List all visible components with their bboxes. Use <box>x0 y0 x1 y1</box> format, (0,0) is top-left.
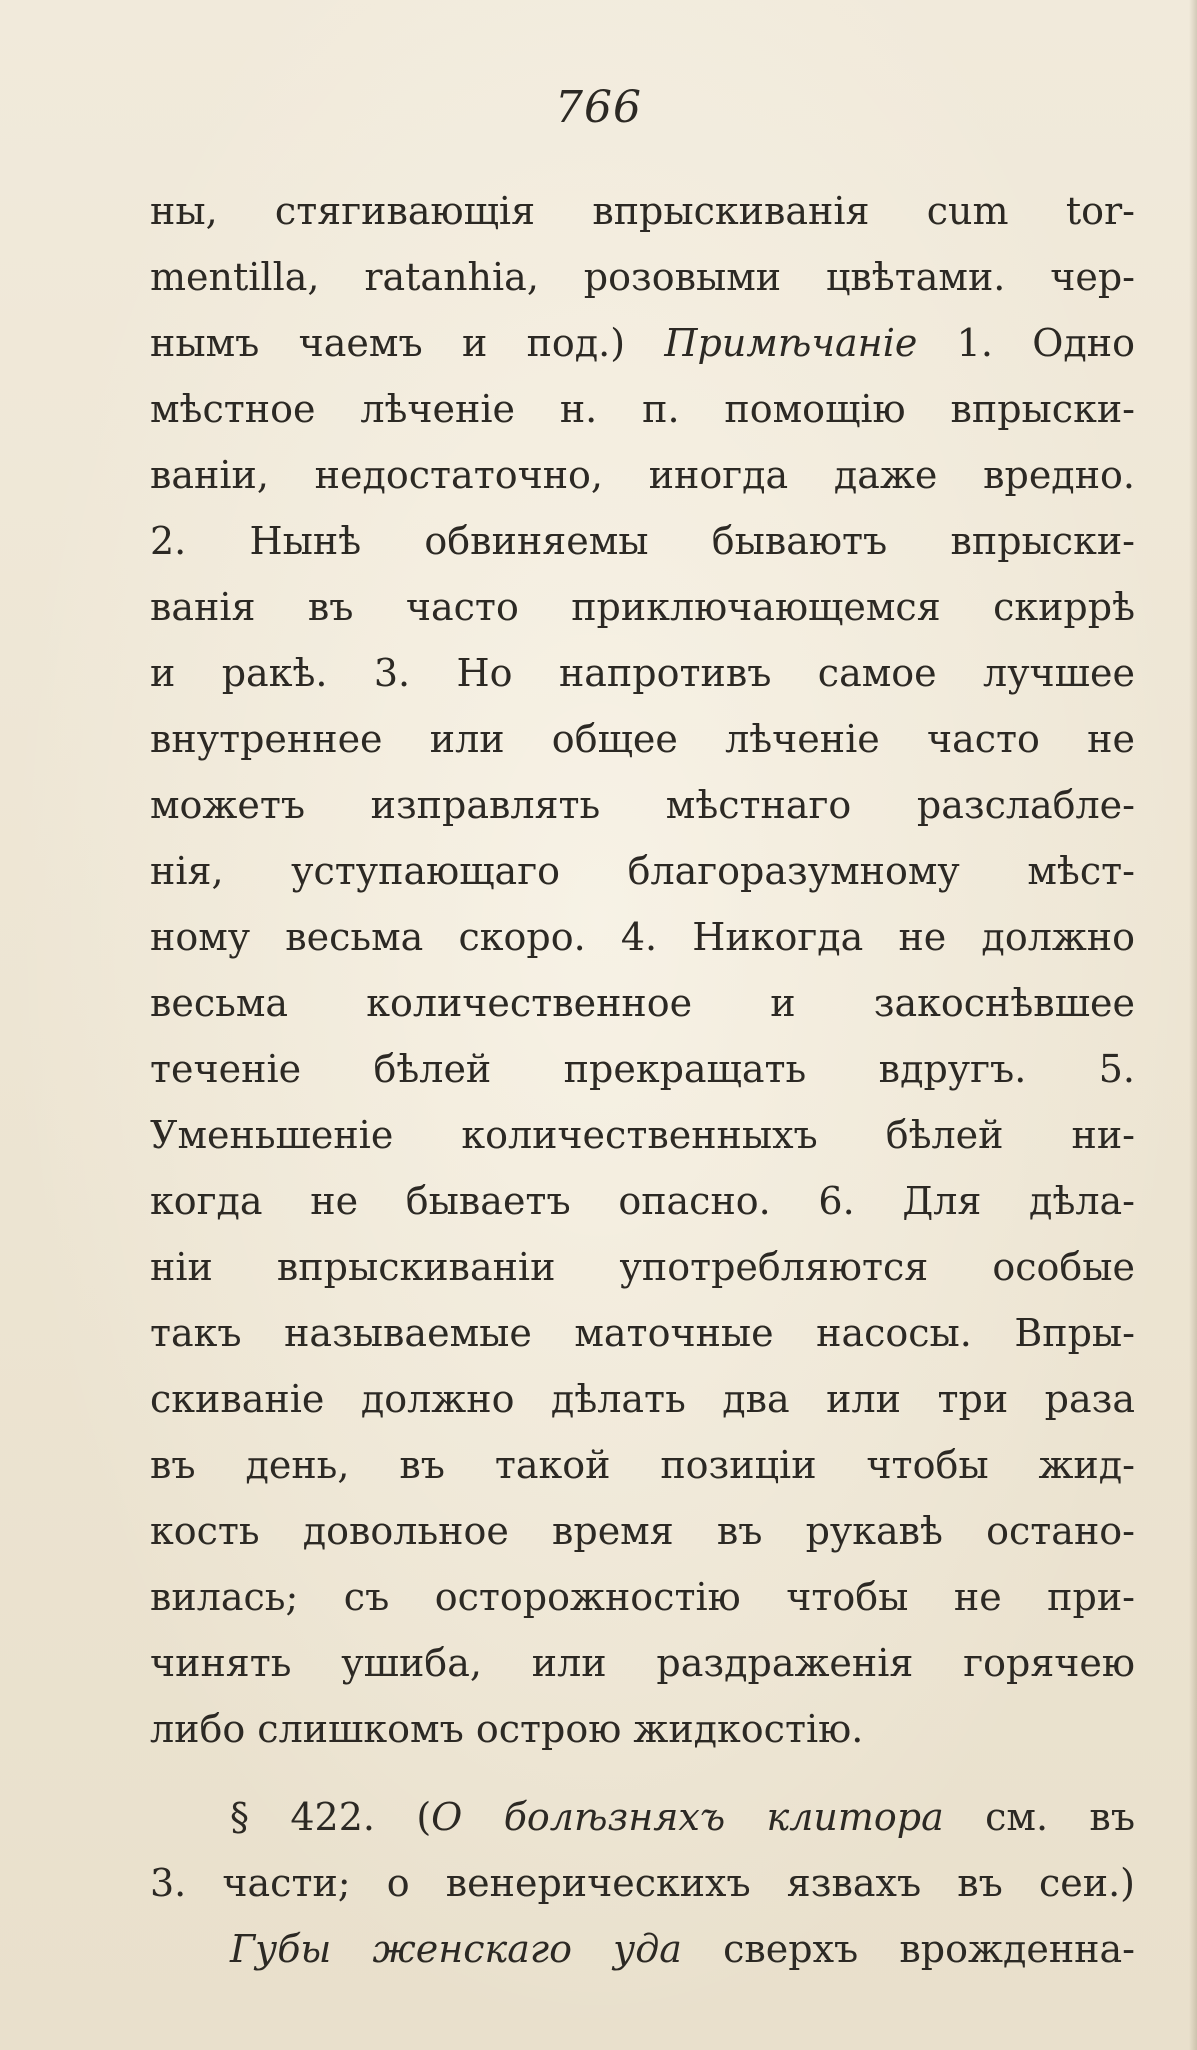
text-line-24: либо слишкомъ острою жидкостію. <box>150 1707 864 1751</box>
text-line-7: ванія въ часто приключающемся скиррѣ <box>150 585 1135 629</box>
text-line-17: ніи впрыскиваніи употребляются особые <box>150 1245 1135 1289</box>
text-line-14: теченіе бѣлей прекращать вдругъ. 5. <box>150 1047 1135 1091</box>
section-reference: см. въ <box>943 1795 1135 1839</box>
section-heading-line <box>150 1784 1135 1850</box>
text-line-3-end: 1. Одно <box>917 321 1135 365</box>
text-line-12: ному весьма скоро. 4. Никогда не должно <box>150 915 1135 959</box>
page-edge-shadow <box>1189 0 1197 2050</box>
note-label: Примѣчаніе <box>664 321 918 365</box>
body-text <box>150 178 1135 1982</box>
section-number: § 422. ( <box>230 1795 432 1839</box>
section-topic: О болѣзняхъ клитора <box>431 1795 944 1839</box>
text-line-11: нія, уступающаго благоразумному мѣст- <box>150 849 1135 893</box>
text-line-13: весьма количественное и закоснѣвшее <box>150 981 1135 1025</box>
text-line-5: ваніи, недостаточно, иногда даже вредно. <box>150 453 1135 497</box>
text-line-6: 2. Нынѣ обвиняемы бываютъ впрыски- <box>150 519 1135 563</box>
text-line-8: и ракѣ. 3. Но напротивъ самое лучшее <box>150 651 1135 695</box>
text-line-10: можетъ изправлять мѣстнаго разслабле- <box>150 783 1135 827</box>
text-line-19: скиваніе должно дѣлать два или три раза <box>150 1377 1135 1421</box>
section-line-3 <box>150 1916 1135 1982</box>
paragraph-gap <box>150 1762 1135 1784</box>
text-line-23: чинять ушиба, или раздраженія горячею <box>150 1641 1135 1685</box>
page-number: 766 <box>555 82 642 133</box>
text-line-16: когда не бываетъ опасно. 6. Для дѣла- <box>150 1179 1135 1223</box>
text-line-20: въ день, въ такой позиціи чтобы жид- <box>150 1443 1135 1487</box>
text-line-15: Уменьшеніе количественныхъ бѣлей ни- <box>150 1113 1135 1157</box>
text-line-2: mentilla, ratanhia, розовыми цвѣтами. чер- <box>150 255 1135 299</box>
text-line-18: такъ называемые маточные насосы. Впры- <box>150 1311 1135 1355</box>
text-line-4: мѣстное лѣченіе н. п. помощію впрыски- <box>150 387 1135 431</box>
section-line-3-end: сверхъ врожденна- <box>681 1927 1135 1971</box>
text-line-21: кость довольное время въ рукавѣ остано- <box>150 1509 1135 1553</box>
section-subject: Губы женскаго уда <box>230 1927 682 1971</box>
text-line-3-start: нымъ чаемъ и под.) <box>150 321 665 365</box>
text-line-1: ны, стягивающія впрыскиванія cum tor- <box>150 189 1135 233</box>
text-line-22: вилась; съ осторожностію чтобы не при- <box>150 1575 1135 1619</box>
text-line-9: внутреннее или общее лѣченіе часто не <box>150 717 1135 761</box>
section-line-2: 3. части; о венерическихъ язвахъ въ сеи.) <box>150 1861 1135 1905</box>
text-line-3 <box>150 310 1135 376</box>
